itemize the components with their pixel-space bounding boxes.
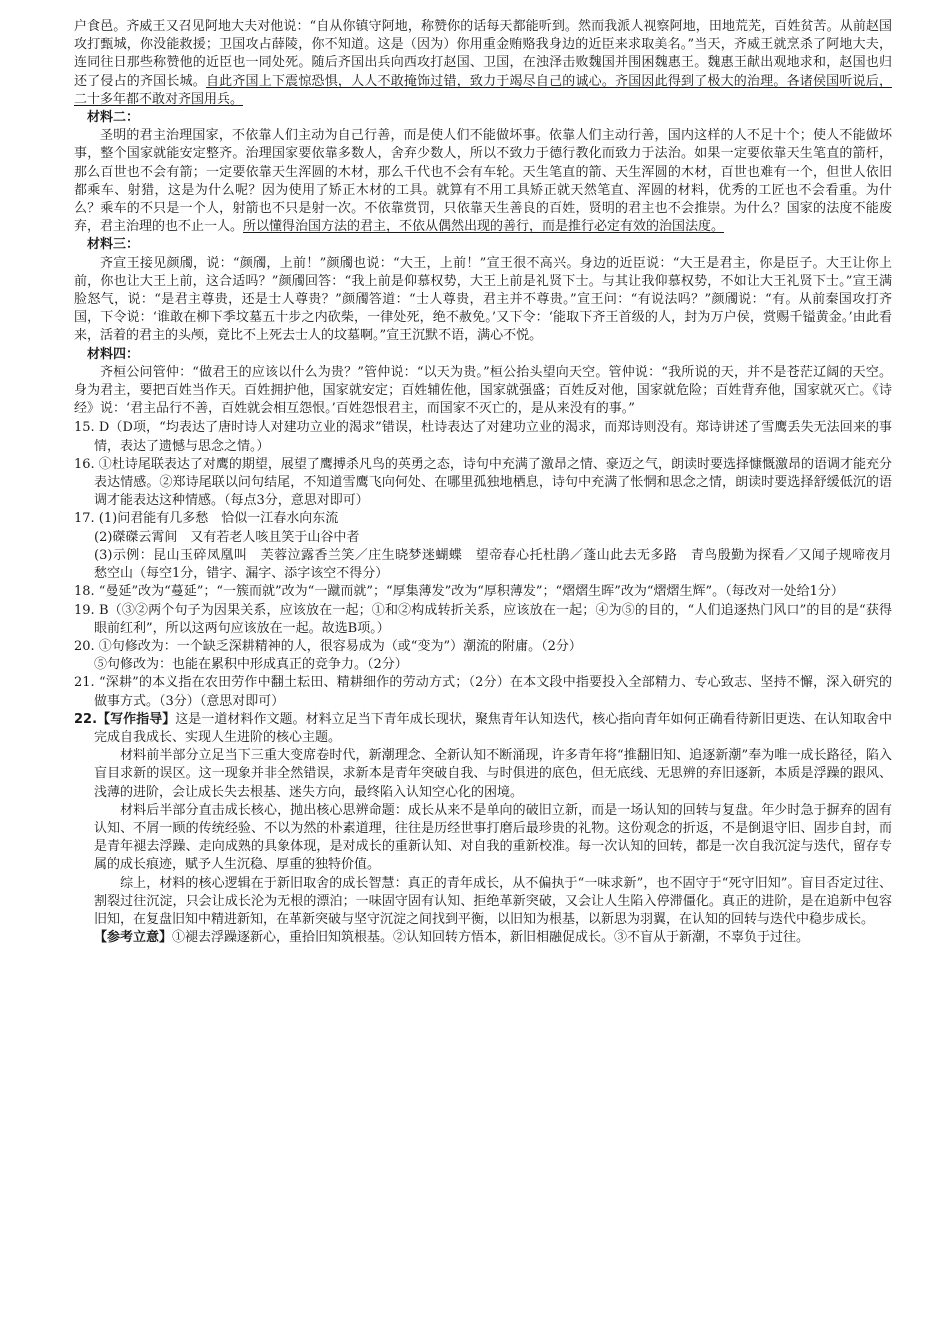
answer-17-2: (2)磔磔云霄间 又有若老人咳且笑于山谷中者 — [94, 529, 360, 545]
answer-17-1: 17. (1)问君能有几多愁 恰似一江春水向东流 — [74, 511, 339, 527]
answer-20-2: ⑤句修改为：也能在累积中形成真正的竞争力。（2分） — [94, 657, 408, 673]
reference-theme-label: 【参考立意】 — [94, 930, 173, 946]
answer-22-paragraph-2-text: 材料后半部分直击成长核心，抛出核心思辨命题：成长从来不是单向的破旧立新，而是一场认知的回转与复盘。年少时急于摒弃的固有认知、不屑一顾的传统经验、不以为然的朴素道理，往往是历经世事打磨后最珍贵的礼物。这份观念的折返，不是倒退守旧、固步自封，而是青年褪去浮躁、走向成熟的具象体现，是对成长的重新认知、对自我的重新校准。每一次认知的回转，都是一次自我沉淀与迭代，留存专属的成长痕迹，赋予人生沉稳、厚重的独特价值。 — [94, 802, 892, 873]
material3-paragraph: 齐宣王接见颜斶，说：“颜斶，上前！”颜斶也说：“大王，上前！”宣王很不高兴。身边的近臣说：“大王是君主，你是臣子。大王让你上前，你也让大王上前，这合适吗？”颜斶回答：“我上前是仰慕权势，大王上前是礼贤下士。与其让我仰慕权势，不如让大王礼贤下士。”宣王满脸怒气，说：“是君主尊贵，还是士人尊贵？”颜斶答道：“士人尊贵，君主并不尊贵。”宣王问：“有说法吗？”颜斶说：“有。从前秦国攻打齐国，下令说：‘谁敢在柳下季坟墓五十步之内砍柴，一律处死，绝不赦免。’又下令：‘能取下齐王首级的人，封为万户侯，赏赐千镒黄金。’由此看来，活着的君主的头颅，竟比不上死去士人的坟墓啊。”宣王沉默不语，满心不悦。 — [74, 255, 892, 344]
answer-19: 19. B（③②两个句子为因果关系，应该放在一起；①和②构成转折关系，应该放在一起；④为⑤的目的，“人们追逐热门风口”的目的是“获得眼前红利”，所以这两句应该放在一起。故选B项。） — [74, 602, 892, 636]
answer-22-paragraph-3-text: 综上，材料的核心逻辑在于新旧取舍的成长智慧：真正的青年成长，从不偏执于“一味求新”，也不固守于“死守旧知”。盲目否定过往、割裂过往沉淀，只会让成长沦为无根的漂泊；一味固守固有认知、拒绝革新突破，又会让人生陷入停滞僵化。真正的进阶，是在追新中包容旧知，在复盘旧知中精进新知，在革新突破与坚守沉淀之间找到平衡，以旧知为根基，以新思为羽翼，在认知的回转与迭代中稳步成长。 — [94, 875, 892, 927]
material4-heading: 材料四： — [87, 346, 140, 362]
material3-heading: 材料三： — [87, 237, 140, 253]
material1-text: 户食邑。齐威王又召见阿地大夫对他说：“自从你镇守阿地，称赞你的话每天都能听到。然而我派人视察阿地，田地荒芜，百姓贫苦。从前赵国攻打甄城，你没能救援；卫国攻占薛陵，你不知道。这是（因为）你用重金贿赂我身边的近臣来求取美名。”当天，齐威王就烹杀了阿地大夫，连同往日那些称赞他的近臣也一同处死。随后齐国出兵向西攻打赵国、卫国，在浊泽击败魏国并围困魏惠王。魏惠王献出观地求和，赵国也归还了侵占的齐国长城。 — [74, 19, 892, 89]
answer-22-paragraph-3 — [74, 875, 892, 930]
answer-21: 21. “深耕”的本义指在农田劳作中翻土耘田、精耕细作的劳动方式；（2分）在本文段中指要投入全部精力、专心致志、坚持不懈，深入研究的做事方式。（3分）（意思对即可） — [74, 675, 892, 709]
material1-underlined-sentence-2: 各诸侯国听说后，二十多年都不敢对齐国用兵。 — [74, 73, 892, 107]
material4-paragraph: 齐桓公问管仲：“做君王的应该以什么为贵？”管仲说：“以天为贵。”桓公抬头望向天空。管仲说：“我所说的天，并不是苍茫辽阔的天空。身为君主，要把百姓当作天。百姓拥护他，国家就安定；百姓辅佐他，国家就强盛；百姓反对他，国家就危险；百姓背弃他，国家就灭亡。《诗经》说：‘君主品行不善，百姓就会相互怨恨。’百姓怨恨君主，而国家不灭亡的，是从来没有的事。” — [74, 364, 892, 417]
writing-guide-label: 22.【写作指导】 — [74, 711, 176, 727]
material1-paragraph — [74, 18, 892, 109]
answer-22-paragraph-1 — [74, 747, 892, 802]
answer-16: 16. ①杜诗尾联表达了对鹰的期望，展望了鹰搏杀凡鸟的英勇之态，诗句中充满了激昂之情、豪迈之气，朗读时要选择慷慨激昂的语调才能充分表达情感。②郑诗尾联以问句结尾，不知道雪鹰飞向何处、在哪里孤独地栖息，诗句中充满了怅惘和思念之情，朗读时要选择舒缓低沉的语调才能表达这种情感。（每点3分，意思对即可） — [74, 456, 892, 509]
answer-22-intro — [74, 711, 892, 747]
material2-text: 圣明的君主治理国家，不依靠人们主动为自己行善，而是使人们不能做坏事。依靠人们主动行善，国内这样的人不足十个；使人不能做坏事，整个国家就能安定整齐。治理国家要依靠多数人，舍弃少数人，所以不致力于德行教化而致力于法治。如果一定要依靠天生笔直的箭杆，那么百世也不会有箭；一定要依靠天生浑圆的木材，那么千代也不会有车轮。天生笔直的箭、天生浑圆的木材，百世也难有一个，但世人依旧都乘车、射猎，这是为什么呢？因为使用了矫正木材的工具。就算有不用工具矫正就天然笔直、浑圆的材料，优秀的工匠也不会看重。为什么？乘车的不只是一个人，射箭也不只是射一次。不依靠赏罚，只依靠天生善良的百姓，贤明的君主也不会推崇。为什么？国家的法度不能废弃，君主治理的也不止一人。 — [74, 128, 892, 235]
material2-paragraph — [74, 127, 892, 236]
material2-heading: 材料二： — [87, 110, 140, 126]
answer-18: 18. “曼延”改为“蔓延”；“一簇而就”改为“一蹴而就”；“厚集薄发”改为“厚积薄发”；“熠熠生晖”改为“熠熠生辉”。（每改对一处给1分） — [74, 584, 844, 600]
answer-22-paragraph-1-text: 材料前半部分立足当下三重大变席卷时代，新潮理念、全新认知不断涌现，许多青年将“推翻旧知、追逐新潮”奉为唯一成长路径，陷入盲目求新的误区。这一现象并非全然错误，求新本是青年突破自我、与时俱进的底色，但无底线、无思辨的弃旧逐新，本质是浮躁的跟风、浅薄的进阶，会让成长失去根基、迷失方向，最终陷入认知空心化的困境。 — [94, 748, 892, 800]
answer-20-1: 20. ①句修改为：一个缺乏深耕精神的人，很容易成为（或“变为”）潮流的附庸。（2分） — [74, 638, 582, 654]
material2-underlined-sentence: 所以懂得治国方法的君主，不依从偶然出现的善行，而是推行必定有效的治国法度。 — [243, 219, 725, 235]
material1-underlined-sentence: 自此齐国上下震惊恐惧，人人不敢掩饰过错，致力于竭尽自己的诚心。齐国因此得到了极大的治理。 — [205, 73, 787, 89]
answer-22-paragraph-2 — [74, 802, 892, 875]
answer-15: 15. D（D项，“均表达了唐时诗人对建功立业的渴求”错误，杜诗表达了对建功立业的渴求，而郑诗则没有。郑诗讲述了雪鹰丢失无法回来的事情，表达了遗憾与思念之情。） — [74, 420, 892, 454]
writing-guide-text: 这是一道材料作文题。材料立足当下青年成长现状，聚焦青年认知迭代，核心指向青年如何正确看待新旧更迭、在认知取舍中完成自我成长、实现人生进阶的核心主题。 — [94, 711, 892, 745]
answer-page — [74, 18, 906, 947]
answer-17-3: (3)示例：昆山玉碎凤凰叫 芙蓉泣露香兰笑／庄生晓梦迷蝴蝶 望帝春心托杜鹃／蓬山此去无多路 青鸟殷勤为探看／又闻子规啼夜月 愁空山（每空1分，错字、漏字、添字该空不得分） — [94, 547, 906, 582]
answer-22-reference — [74, 929, 892, 947]
reference-theme-text: ①褪去浮躁逐新心，重拾旧知筑根基。②认知回转方悟本，新旧相融促成长。③不盲从于新潮，不辜负于过往。 — [172, 930, 810, 946]
